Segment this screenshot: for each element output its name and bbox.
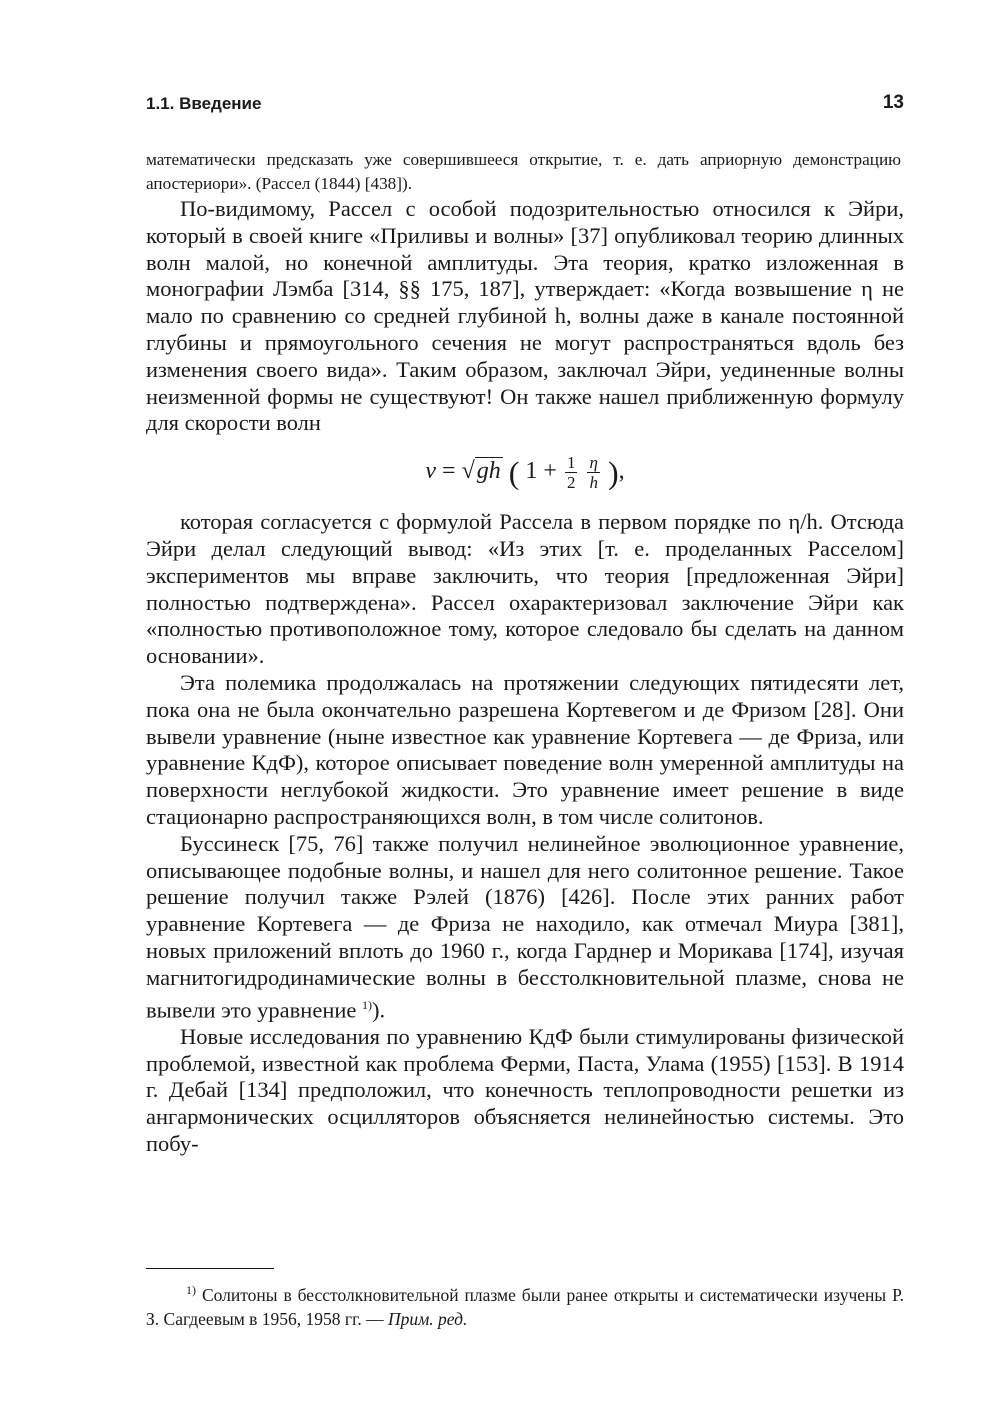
footnote-text: Солитоны в бесстолкновительной плазме были ранее открыты и систематически изучены Р. З. Сагдеевым в 1956, 1958 гг. — <box>146 1284 904 1329</box>
paragraph-1: По-видимому, Рассел с особой подозрительностью относился к Эйри, который в своей книге «Приливы и волны» [37] опубликовал теорию длинных волн малой, но конечной амплитуды. Эта теория, кратко изложенная в монографии Лэмба [314, §§ 175, 187], утверждает: «Когда возвышение η не мало по сравнению со средней глубиной h, волны даже в канале постоянной глубины и прямоугольного сечения не могут распространяться вдоль без изменения своего вида». Таким образом, заключал Эйри, уединенные волны неизменной формы не существуют! Он также нашел приближенную формулу для скорости волн <box>146 196 904 436</box>
fraction-eta-h: $\frac{\eta}{h}$ <box>589 453 598 493</box>
section-title: 1.1. Введение <box>146 94 262 113</box>
formula-equals: = <box>442 458 456 485</box>
formula-lhs: v <box>425 458 437 485</box>
formula-comma: , <box>618 458 625 485</box>
footnote-divider <box>146 1268 274 1269</box>
paragraph-2: которая согласуется с формулой Рассела в первом порядке по η/h. Отсюда Эйри делал следующий вывод: «Из этих [т. е. проделанных Расселом] экспериментов мы вправе заключить, что теория [предложенная Эйри] полностью подтверждена». Рассел охарактеризовал заключение Эйри как «полностью противоположное тому, которое следовало бы сделать на данном основании». <box>146 509 904 669</box>
page-number: 13 <box>882 92 904 113</box>
left-paren: ( <box>508 454 520 491</box>
fraction-half: $\frac{1}{2}$ <box>566 453 576 493</box>
paragraph-4 <box>146 831 904 1024</box>
right-paren: ) <box>607 454 619 491</box>
paragraph-4-end: ). <box>372 997 386 1023</box>
formula-root: gh <box>476 458 501 485</box>
formula-one: 1 <box>525 458 538 485</box>
editor-note: Прим. ред. <box>387 1308 468 1329</box>
footnote <box>146 1278 904 1331</box>
main-text <box>146 196 904 1158</box>
wave-speed-formula <box>146 443 904 499</box>
paragraph-5: Новые исследования по уравнению КдФ были стимулированы физической проблемой, известной как проблема Ферми, Паста, Улама (1955) [153]. В 1914 г. Дебай [134] предположил, что конечность теплопроводности решетки из ангармонических осцилляторов объясняется нелинейностью системы. Это побу- <box>146 1023 904 1156</box>
footnote-mark: 1) <box>186 1283 196 1297</box>
footnote-ref: 1) <box>362 997 373 1012</box>
paragraph-4-text: Буссинеск [75, 76] также получил нелинейное эволюционное уравнение, описывающее подобные волны, и нашел для него солитонное решение. Такое решение получил также Рэлей (1876) [426]. После этих ранних работ уравнение Кортевега — де Фриза не находило, как отмечал Миура [381], новых приложений вплоть до 1960 г., когда Гарднер и Морикава [174], изучая магнитогидродинамические волны в бесстолкновительной плазме, снова не вывели это уравнение <box>146 830 904 1023</box>
paragraph-3: Эта полемика продолжалась на протяжении следующих пятидесяти лет, пока она не была окончательно разрешена Кортевегом и де Фризом [28]. Они вывели уравнение (ныне известное как уравнение Кортевега — де Фриза, или уравнение КдФ), которое описывает поведение волн умеренной амплитуды на поверхности неглубокой жидкости. Это уравнение имеет решение в виде стационарно распространяющихся волн, в том числе солитонов. <box>146 669 904 829</box>
running-header <box>146 92 904 118</box>
sqrt-symbol: √ <box>461 458 475 485</box>
quote-continuation: математически предсказать уже совершившееся открытие, т. е. дать априорную демонстрацию апостериори». (Рассел (1844) [438]). <box>146 150 901 193</box>
formula-plus: + <box>543 458 557 485</box>
